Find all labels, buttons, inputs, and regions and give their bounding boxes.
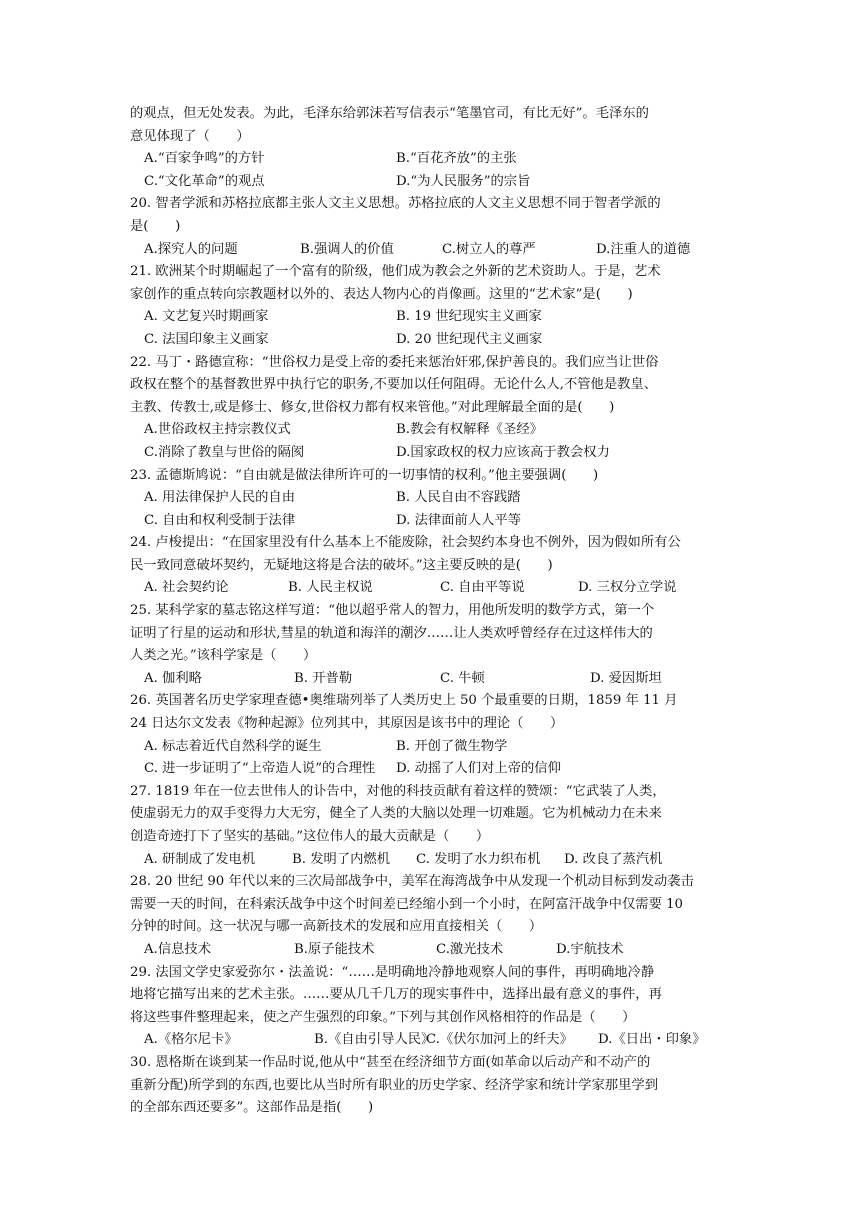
question-stem-line: 重新分配)所学到的东西,也要比从当时所有职业的历史学家、经济学家和统计学家那里学到 xyxy=(130,1077,658,1093)
question-stem-line: 证明了行星的运动和形状,彗星的轨道和海洋的潮汐……让人类欢呼曾经存在过这样伟大的 xyxy=(130,625,653,641)
answer-option[interactable]: B. 开创了微生物学 xyxy=(396,738,508,754)
question xyxy=(130,261,730,351)
question xyxy=(130,962,730,1052)
answer-option[interactable]: C. 进一步证明了“上帝造人说”的合理性 xyxy=(144,761,376,777)
question xyxy=(130,690,730,780)
answer-option[interactable]: A.“百家争鸣”的方针 xyxy=(144,151,265,167)
question xyxy=(130,600,730,690)
option-row xyxy=(130,329,730,352)
answer-option[interactable]: B. 19 世纪现实主义画家 xyxy=(396,309,542,325)
question-stem-line: 将这些事件整理起来，使之产生强烈的印象。”下列与其创作风格相符的作品是（ ） xyxy=(130,1009,636,1025)
answer-option[interactable]: B. 人民自由不容践踏 xyxy=(396,490,521,506)
answer-option[interactable]: C.“文化革命”的观点 xyxy=(144,173,265,189)
question-stem-line: 主教、传教士,或是修士、修女,世俗权力都有权来管他。”对此理解最全面的是( ) xyxy=(130,399,615,415)
question xyxy=(130,871,730,961)
question-stem-line: 分钟的时间。这一状况与哪一高新技术的发展和应用直接相关（ ） xyxy=(130,919,543,935)
question-stem-line: 20. 智者学派和苏格拉底都主张人文主义思想。苏格拉底的人文主义思想不同于智者学派的 xyxy=(130,196,661,212)
answer-option[interactable]: C. 牛顿 xyxy=(440,670,485,686)
option-row xyxy=(130,668,730,691)
answer-option[interactable]: D. 爱因斯坦 xyxy=(590,670,662,686)
answer-option[interactable]: B. 发明了内燃机 xyxy=(292,851,391,867)
question-stem-line: 创造奇迹打下了坚实的基础。”这位伟人的最大贡献是（ ） xyxy=(130,829,490,844)
question xyxy=(130,532,730,600)
question-stem-line: 26. 英国著名历史学家理查德•奥维瑞列举了人类历史上 50 个最重要的日期，1859 年 11 月 xyxy=(130,693,678,709)
question-stem-line: 需要一天的时间，在科索沃战争中这个时间差已经缩小到一个小时，在阿富汗战争中仅需要 10 xyxy=(130,896,684,912)
answer-option[interactable]: A.《格尔尼卡》 xyxy=(144,1032,238,1048)
option-row xyxy=(130,939,730,962)
answer-option[interactable]: D. 法律面前人人平等 xyxy=(396,512,522,528)
question-stem-line: 民一致同意破坏契约，无疑地这将是合法的破坏。”这主要反映的是( ) xyxy=(130,557,553,573)
question-stem-line: 24. 卢梭提出：“在国家里没有什么基本上不能废除，社会契约本身也不例外，因为假如所有公 xyxy=(130,535,681,551)
question-stem-line: 人类之光。”该科学家是（ ） xyxy=(130,648,317,664)
question-stem-line: 30. 恩格斯在谈到某一作品时说,他从中“甚至在经济细节方面(如革命以后动产和不动产的 xyxy=(130,1054,651,1070)
answer-option[interactable]: B.《自由引导人民》 xyxy=(314,1032,435,1048)
answer-option[interactable]: B. 人民主权说 xyxy=(288,580,373,596)
answer-option[interactable]: D. 动摇了人们对上帝的信仰 xyxy=(396,761,561,777)
answer-option[interactable]: A. 社会契约论 xyxy=(144,580,229,596)
answer-option[interactable]: C.《伏尔加河上的纤夫》 xyxy=(426,1032,573,1048)
answer-option[interactable]: A. 文艺复兴时期画家 xyxy=(144,309,269,325)
question-stem-line: 政权在整个的基督教世界中执行它的职务,不要加以任何阻碍。无论什么人,不管他是教皇、 xyxy=(130,377,658,393)
answer-option[interactable]: A.信息技术 xyxy=(144,941,212,957)
answer-option[interactable]: C. 发明了水力织布机 xyxy=(416,851,541,867)
option-row xyxy=(130,148,730,171)
question-stem-line: 29. 法国文学史家爱弥尔・法盖说：“……是明确地冷静地观察人间的事件，再明确地冷静 xyxy=(130,964,655,980)
question xyxy=(130,103,730,193)
question-stem-line: 的观点，但无处发表。为此，毛泽东给郭沫若写信表示“笔墨官司，有比无好”。毛泽东的 xyxy=(130,106,649,121)
answer-option[interactable]: D. 20 世纪现代主义画家 xyxy=(396,331,543,347)
question xyxy=(130,781,730,871)
option-row xyxy=(130,510,730,533)
answer-option[interactable]: C. 法国印象主义画家 xyxy=(144,331,269,347)
option-row xyxy=(130,239,730,262)
option-row xyxy=(130,758,730,781)
option-row xyxy=(130,306,730,329)
question-stem-line: 27. 1819 年在一位去世伟人的讣告中，对他的科技贡献有着这样的赞颂：“它武装了人类， xyxy=(130,783,666,799)
option-row xyxy=(130,1029,730,1052)
question xyxy=(130,352,730,465)
question-list xyxy=(130,103,730,1120)
option-row xyxy=(130,442,730,465)
question-stem-line: 意见体现了（ ） xyxy=(130,128,250,144)
option-row xyxy=(130,849,730,872)
answer-option[interactable]: A.世俗政权主持宗教仪式 xyxy=(144,422,291,438)
answer-option[interactable]: D.注重人的道德 xyxy=(596,241,691,257)
question-stem-line: 的全部东西还要多”。这部作品是指( ) xyxy=(130,1100,374,1116)
option-row xyxy=(130,487,730,510)
answer-option[interactable]: B.教会有权解释《圣经》 xyxy=(396,422,543,438)
answer-option[interactable]: C.消除了教皇与世俗的隔阂 xyxy=(144,444,305,460)
question-stem-line: 25. 某科学家的墓志铭这样写道：“他以超乎常人的智力，用他所发明的数学方式，第一个 xyxy=(130,603,655,619)
answer-option[interactable]: D.国家政权的权力应该高于教会权力 xyxy=(396,444,610,460)
answer-option[interactable]: A. 伽利略 xyxy=(144,670,202,686)
question xyxy=(130,1052,730,1120)
question-stem-line: 21. 欧洲某个时期崛起了一个富有的阶级，他们成为教会之外新的艺术资助人。于是，艺术 xyxy=(130,264,661,280)
option-row xyxy=(130,171,730,194)
answer-option[interactable]: A. 用法律保护人民的自由 xyxy=(144,490,296,506)
answer-option[interactable]: D. 改良了蒸汽机 xyxy=(564,851,663,867)
answer-option[interactable]: D. 三权分立学说 xyxy=(578,580,677,596)
option-row xyxy=(130,577,730,600)
answer-option[interactable]: C. 自由和权利受制于法律 xyxy=(144,512,296,528)
answer-option[interactable]: A.探究人的问题 xyxy=(144,241,238,257)
answer-option[interactable]: B.强调人的价值 xyxy=(300,241,394,257)
question-stem-line: 使虚弱无力的双手变得力大无穷，健全了人类的大脑以处理一切难题。它为机械动力在未来 xyxy=(130,806,662,822)
answer-option[interactable]: B. 开普勒 xyxy=(294,670,353,686)
answer-option[interactable]: A. 标志着近代自然科学的诞生 xyxy=(144,738,322,754)
answer-option[interactable]: C.树立人的尊严 xyxy=(442,241,536,257)
question-stem-line: 是( ) xyxy=(130,218,181,234)
question-stem-line: 24 日达尔文发表《物种起源》位列其中，其原因是该书中的理论（ ） xyxy=(130,716,564,732)
answer-option[interactable]: A. 研制成了发电机 xyxy=(144,851,256,867)
question-stem-line: 23. 孟德斯鸠说：“自由就是做法律所许可的一切事情的权利。”他主要强调( ) xyxy=(130,467,599,483)
question xyxy=(130,193,730,261)
answer-option[interactable]: D.“为人民服务”的宗旨 xyxy=(396,173,531,189)
answer-option[interactable]: C.激光技术 xyxy=(436,941,504,957)
answer-option[interactable]: D.《日出・印象》 xyxy=(598,1032,706,1048)
question-stem-line: 28. 20 世纪 90 年代以来的三次局部战争中，美军在海湾战争中从发现一个机动目标到发动袭击 xyxy=(130,874,694,890)
question xyxy=(130,465,730,533)
question-stem-line: 22. 马丁・路德宣称：“世俗权力是受上帝的委托来惩治奸邪,保护善良的。我们应当让世俗 xyxy=(130,354,659,370)
option-row xyxy=(130,736,730,759)
answer-option[interactable]: D.宇航技术 xyxy=(556,941,624,957)
answer-option[interactable]: C. 自由平等说 xyxy=(440,580,525,596)
question-stem-line: 地将它描写出来的艺术主张。……要从几千几万的现实事件中，选择出最有意义的事件，再 xyxy=(130,987,662,1003)
answer-option[interactable]: B.“百花齐放”的主张 xyxy=(396,151,517,167)
option-row xyxy=(130,419,730,442)
answer-option[interactable]: B.原子能技术 xyxy=(294,941,375,957)
question-stem-line: 家创作的重点转向宗教题材以外的、表达人物内心的肖像画。这里的“艺术家”是( ) xyxy=(130,286,633,302)
